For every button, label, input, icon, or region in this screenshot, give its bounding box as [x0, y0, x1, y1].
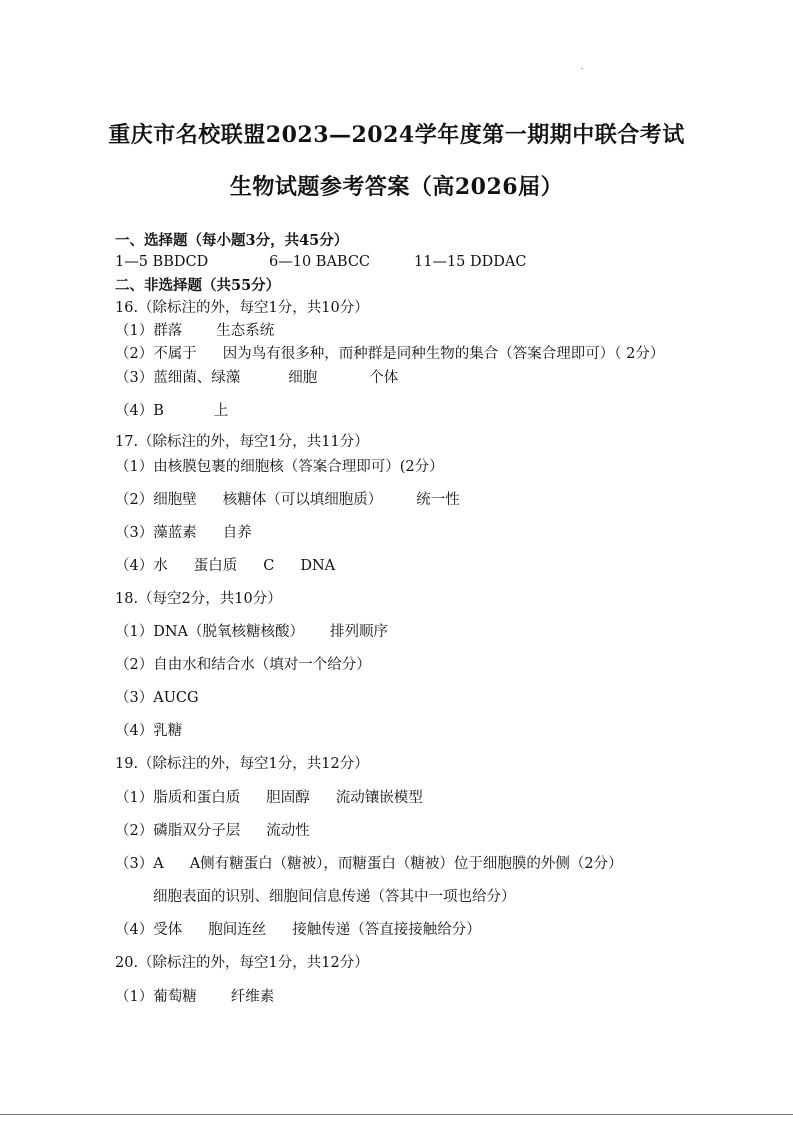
answer-part: （2）细胞壁	[115, 492, 197, 508]
answer-part: （2）磷脂双分子层	[115, 823, 241, 839]
answer-part: （4）B	[115, 403, 164, 419]
answer-part: （4）受体	[115, 922, 183, 938]
q16-answer-1	[115, 319, 274, 340]
mc-answers-row	[115, 254, 675, 270]
answer-part: 因为鸟有很多种，而种群是同种生物的集合（答案合理即可）（ 2分）	[222, 346, 665, 362]
q17-answer-4	[115, 554, 335, 575]
answer-part: 胆固醇	[266, 790, 310, 806]
mc-answers-11-15: 11—15 DDDAC	[414, 254, 527, 270]
answer-part: 细胞	[288, 370, 318, 386]
answer-part: DNA	[300, 558, 336, 574]
answer-part: （3）藻蓝素	[115, 525, 197, 541]
answer-part: 蛋白质	[193, 558, 238, 574]
mc-answers-6-10: 6—10 BABCC	[269, 254, 371, 270]
answer-part: C	[263, 558, 275, 574]
q17-answer-3	[115, 521, 252, 542]
answer-part: 核糖体（可以填细胞质）	[222, 492, 383, 508]
answer-part: （1）群落	[115, 323, 183, 339]
document-title: 重庆市名校联盟2023—2024学年度第一期期中联合考试	[108, 122, 685, 148]
q19-header: 19.（除标注的外，每空1分，共12分）	[115, 756, 369, 772]
document-subtitle: 生物试题参考答案（高2026届）	[229, 174, 564, 200]
q19-answer-4	[115, 918, 481, 939]
answer-part: （4）水	[115, 558, 168, 574]
section1-heading: 一、选择题（每小题3分，共45分）	[115, 232, 349, 249]
answer-part: （1）DNA（脱氧核糖核酸）	[115, 624, 305, 640]
q16-answer-4	[115, 399, 228, 420]
answer-part: 自养	[222, 525, 252, 541]
answer-part: 流动镶嵌模型	[335, 790, 423, 806]
q17-header: 17.（除标注的外，每空1分，共11分）	[115, 434, 369, 450]
q18-answer-4: （4）乳糖	[115, 723, 183, 739]
answer-part: 个体	[369, 370, 399, 386]
answer-part: 流动性	[266, 823, 310, 839]
q18-answer-3: （3）AUCG	[115, 690, 199, 706]
answer-part: （3）A	[115, 856, 164, 872]
answer-part: （1）葡萄糖	[115, 989, 197, 1005]
q18-answer-2: （2）自由水和结合水（填对一个给分）	[115, 657, 371, 673]
q18-header: 18.（每空2分，共10分）	[115, 591, 282, 607]
mc-answers-1-5: 1—5 BBDCD	[115, 254, 209, 270]
q19-answer-2	[115, 819, 310, 840]
q19-answer-3-continued: 细胞表面的识别、细胞间信息传递（答其中一项也给分）	[153, 889, 516, 905]
answer-part: 纤维素	[230, 989, 275, 1005]
answer-part: 胞间连丝	[208, 922, 267, 938]
q16-answer-2	[115, 342, 664, 363]
q20-answer-1	[115, 985, 274, 1006]
answer-part: A侧有糖蛋白（糖被），而糖蛋白（糖被）位于细胞膜的外侧（2分）	[189, 856, 623, 872]
q16-answer-3	[115, 366, 398, 387]
q17-answer-1: （1）由核膜包裹的细胞核（答案合理即可）(2分）	[115, 459, 444, 475]
q16-header: 16.（除标注的外，每空1分，共10分）	[115, 300, 369, 316]
answer-part: （1）脂质和蛋白质	[115, 790, 241, 806]
answer-part: （2）不属于	[115, 346, 197, 362]
q17-answer-2	[115, 488, 460, 509]
section2-heading: 二、非选择题（共55分）	[115, 277, 281, 294]
answer-part: （3）蓝细菌、绿藻	[115, 370, 241, 386]
q19-answer-3	[115, 852, 623, 873]
corner-mark: .	[581, 62, 584, 71]
q19-answer-1	[115, 786, 423, 807]
answer-part: 上	[213, 403, 229, 419]
answer-part: 统一性	[416, 492, 460, 508]
answer-part: 生态系统	[216, 323, 275, 339]
page-bottom-rule	[0, 1114, 793, 1115]
answer-part: 接触传递（答直接接触给分）	[292, 922, 481, 938]
q18-answer-1	[115, 620, 388, 641]
q20-header: 20.（除标注的外，每空1分，共12分）	[115, 955, 369, 971]
answer-part: 排列顺序	[330, 624, 389, 640]
